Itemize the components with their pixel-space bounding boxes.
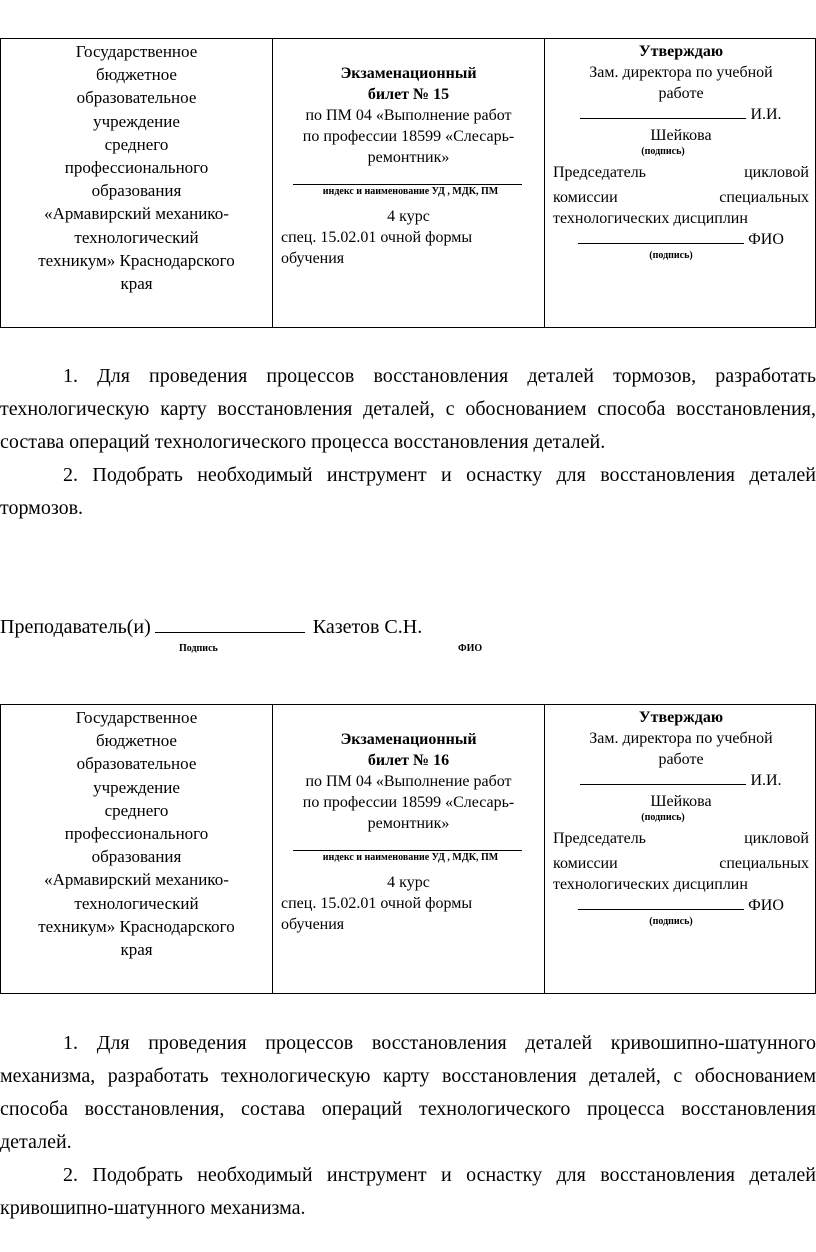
- ticket-tasks: [0, 1027, 816, 1225]
- org-line: «Армавирский механико-: [44, 204, 229, 224]
- chair-line: технологических дисциплин: [553, 876, 748, 893]
- org-line: края: [120, 274, 153, 294]
- sign-hint: Подпись: [179, 643, 218, 654]
- chair-line: комиссии специальных: [553, 855, 809, 872]
- chair-line: Председатель цикловой: [553, 830, 809, 847]
- specialty-line: обучения: [281, 250, 345, 267]
- fio-hint: ФИО: [458, 643, 483, 654]
- chair-line: Председатель цикловой: [553, 164, 809, 181]
- task-item: 1. Для проведения процессов восстановления деталей кривошипно-шатунного механизма, разработать технологическую карту восстановления деталей, с обоснованием способа восстановления, состава операций технологического процесса восстановления деталей.: [0, 1032, 816, 1153]
- ticket-cell: [273, 39, 545, 327]
- approve-heading: Утверждаю: [638, 709, 724, 726]
- org-name: [7, 706, 266, 961]
- org-line: учреждение: [93, 111, 180, 131]
- task-item: 1. Для проведения процессов восстановления деталей тормозов, разработать технологическую карту восстановления деталей, с обоснованием способа восстановления, состава операций технологического процесса восстановления деталей.: [0, 365, 816, 453]
- signature-line: [580, 770, 746, 785]
- signature-line: [580, 104, 746, 119]
- deputy-signature-row: [553, 770, 809, 791]
- org-line: профессионального: [64, 824, 209, 844]
- ticket-number: билет № 16: [367, 752, 450, 769]
- subject-line: ремонтник»: [367, 815, 450, 832]
- subject-line: по ПМ 04 «Выполнение работ: [305, 107, 512, 124]
- deputy-title: работе: [658, 85, 704, 102]
- deputy-initials: И.И.: [750, 772, 782, 789]
- approval-cell: [545, 705, 816, 993]
- course: 4 курс: [387, 208, 430, 225]
- ticket-cell: [273, 705, 545, 993]
- chair-fio: ФИО: [748, 231, 784, 248]
- teacher-signature-line: [155, 614, 305, 633]
- org-line: техникум» Краснодарского: [38, 250, 235, 270]
- approve-heading: Утверждаю: [638, 43, 724, 60]
- chair-signature-row: [553, 229, 809, 250]
- org-line: образовательное: [76, 754, 197, 774]
- specialty-line: спец. 15.02.01 очной формы: [281, 229, 473, 246]
- org-line: Государственное: [75, 708, 198, 727]
- index-underline: [293, 836, 522, 851]
- org-line: образования: [91, 181, 182, 201]
- deputy-title: Зам. директора по учебной: [589, 64, 773, 81]
- org-cell: [1, 705, 273, 993]
- org-line: техникум» Краснодарского: [38, 916, 235, 936]
- org-line: учреждение: [93, 777, 180, 797]
- ticket-title: Экзаменационный: [340, 65, 477, 82]
- ticket-number: билет № 15: [367, 86, 450, 103]
- signature-hint: (подпись): [641, 812, 685, 823]
- subject-line: ремонтник»: [367, 149, 450, 166]
- deputy-signature-row: [553, 104, 809, 125]
- chair-signature-row: [553, 895, 809, 916]
- deputy-name: Шейкова: [650, 127, 712, 144]
- org-line: образовательное: [76, 88, 197, 108]
- subject-line: по ПМ 04 «Выполнение работ: [305, 773, 512, 790]
- org-line: края: [120, 940, 153, 960]
- teacher-signature: [0, 614, 816, 640]
- deputy-initials: И.И.: [750, 106, 782, 123]
- subject-line: по профессии 18599 «Слесарь-: [302, 128, 515, 145]
- ticket-title: Экзаменационный: [340, 731, 477, 748]
- teacher-name: Казетов С.Н.: [312, 616, 423, 638]
- chair-line: комиссии специальных: [553, 189, 809, 206]
- approval-cell: [545, 39, 816, 327]
- deputy-title: Зам. директора по учебной: [589, 730, 773, 747]
- course: 4 курс: [387, 874, 430, 891]
- org-line: образования: [91, 847, 182, 867]
- org-line: бюджетное: [96, 65, 177, 85]
- deputy-name: Шейкова: [650, 793, 712, 810]
- org-line: Государственное: [75, 42, 198, 61]
- signature-line: [578, 229, 744, 244]
- ticket-tasks: [0, 360, 816, 525]
- org-line: «Армавирский механико-: [44, 870, 229, 890]
- org-line: технологический: [74, 227, 199, 247]
- specialty-line: обучения: [281, 916, 345, 933]
- org-line: технологический: [74, 893, 199, 913]
- org-name: [7, 40, 266, 295]
- subject-line: по профессии 18599 «Слесарь-: [302, 794, 515, 811]
- org-line: среднего: [104, 800, 169, 820]
- index-hint: индекс и наименование УД , МДК, ПМ: [322, 186, 499, 197]
- signature-hint: (подпись): [649, 250, 693, 261]
- org-cell: [1, 39, 273, 327]
- signature-line: [578, 895, 744, 910]
- task-item: 2. Подобрать необходимый инструмент и оснастку для восстановления деталей кривошипно-шатунного механизма.: [0, 1164, 816, 1219]
- specialty-line: спец. 15.02.01 очной формы: [281, 895, 473, 912]
- ticket-header-table: [0, 38, 816, 328]
- signature-hint: (подпись): [641, 146, 685, 157]
- index-hint: индекс и наименование УД , МДК, ПМ: [322, 852, 499, 863]
- task-item: 2. Подобрать необходимый инструмент и оснастку для восстановления деталей тормозов.: [0, 464, 816, 519]
- chair-line: технологических дисциплин: [553, 210, 748, 227]
- teacher-label: Преподаватель(и): [0, 616, 151, 638]
- org-line: среднего: [104, 134, 169, 154]
- org-line: бюджетное: [96, 731, 177, 751]
- signature-hint: (подпись): [649, 916, 693, 927]
- deputy-title: работе: [658, 751, 704, 768]
- chair-fio: ФИО: [748, 897, 784, 914]
- org-line: профессионального: [64, 158, 209, 178]
- ticket-header-table: [0, 704, 816, 994]
- index-underline: [293, 170, 522, 185]
